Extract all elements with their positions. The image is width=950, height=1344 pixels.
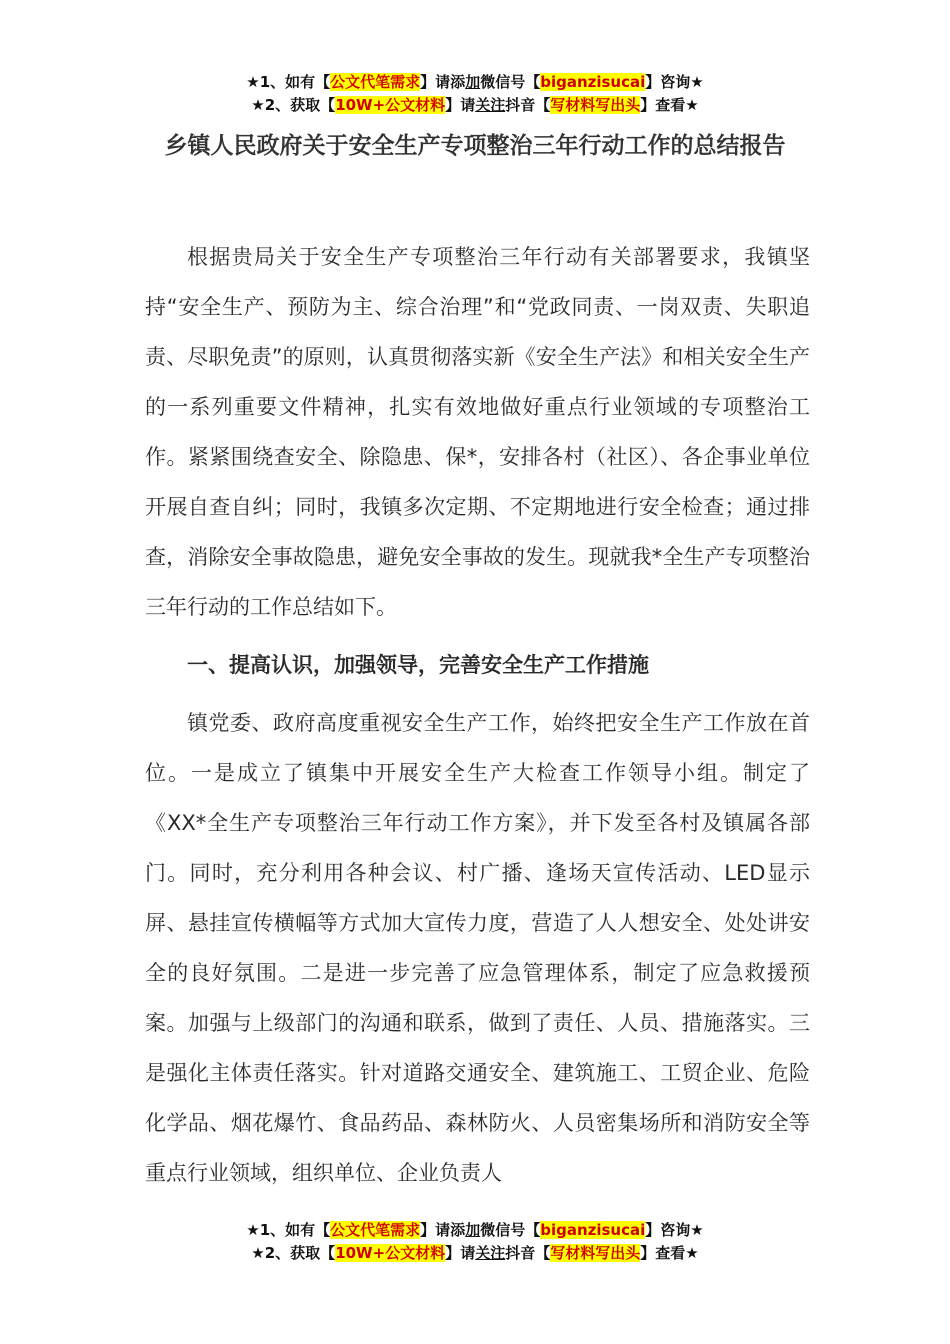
promo-line-1-footer (0, 1220, 950, 1240)
promo-text: 微信号【 (480, 73, 541, 91)
promo-line-1 (0, 72, 950, 92)
promo-text: 抖音【 (505, 96, 551, 114)
promo-line-2-footer (0, 1243, 950, 1263)
promo-underline: 关注 (475, 96, 506, 114)
promo-text: ★1、如有【 (246, 73, 331, 91)
document-body (145, 232, 810, 1198)
promo-text: ★2、获取【 (251, 1244, 336, 1262)
promo-highlight: 公文代笔需求 (330, 1221, 421, 1239)
promo-text: 】咨询★ (645, 1221, 704, 1239)
paragraph-intro: 根据贵局关于安全生产专项整治三年行动有关部署要求，我镇坚持“安全生产、预防为主、综合治理”和“党政同责、一岗双责、失职追责、尽职免责”的原则，认真贯彻落实新《安全生产法》和相关安全生产的一系列重要文件精神，扎实有效地做好重点行业领域的专项整治工作。紧紧围绕查安全、除隐患、保*，安排各村（社区）、各企事业单位开展自查自纠；同时，我镇多次定期、不定期地进行安全检查；通过排查，消除安全事故隐患，避免安全事故的发生。现就我*全生产专项整治三年行动的工作总结如下。 (145, 245, 810, 619)
promo-text: 微信号【 (480, 1221, 541, 1239)
promo-text: 】查看★ (640, 96, 699, 114)
promo-text: 】咨询★ (645, 73, 704, 91)
promo-text: 】请添 (420, 73, 466, 91)
promo-highlight: 写材料写出头 (550, 96, 641, 114)
promo-line-2 (0, 95, 950, 115)
promo-highlight: 10W+公文材料 (335, 96, 446, 114)
section-heading-1: 一、提高认识，加强领导，完善安全生产工作措施 (187, 653, 649, 677)
promo-text: ★1、如有【 (246, 1221, 331, 1239)
promo-highlight: 10W+公文材料 (335, 1244, 446, 1262)
promo-highlight: biganzisucai (540, 73, 646, 91)
promo-highlight: 公文代笔需求 (330, 73, 421, 91)
promo-text: 】请 (445, 1244, 476, 1262)
promo-text: 】请添 (420, 1221, 466, 1239)
promo-text: 抖音【 (505, 1244, 551, 1262)
promo-text: 】请 (445, 96, 476, 114)
promo-text: 】查看★ (640, 1244, 699, 1262)
promo-underline: 关注 (475, 1244, 506, 1262)
paragraph-section-1: 镇党委、政府高度重视安全生产工作，始终把安全生产工作放在首位。一是成立了镇集中开展安全生产大检查工作领导小组。制定了《XX*全生产专项整治三年行动工作方案》，并下发至各村及镇属各部门。同时，充分利用各种会议、村广播、逢场天宣传活动、LED显示屏、悬挂宣传横幅等方式加大宣传力度，营造了人人想安全、处处讲安全的良好氛围。二是进一步完善了应急管理体系，制定了应急救援预案。加强与上级部门的沟通和联系，做到了责任、人员、措施落实。三是强化主体责任落实。针对道路交通安全、建筑施工、工贸企业、危险化学品、烟花爆竹、食品药品、森林防火、人员密集场所和消防安全等重点行业领域，组织单位、企业负责人 (145, 711, 810, 1185)
promo-underline: 加 (465, 1221, 481, 1239)
promo-highlight: biganzisucai (540, 1221, 646, 1239)
promo-highlight: 写材料写出头 (550, 1244, 641, 1262)
promo-underline: 加 (465, 73, 481, 91)
document-title: 乡镇人民政府关于安全生产专项整治三年行动工作的总结报告 (164, 133, 786, 159)
promo-text: ★2、获取【 (251, 96, 336, 114)
